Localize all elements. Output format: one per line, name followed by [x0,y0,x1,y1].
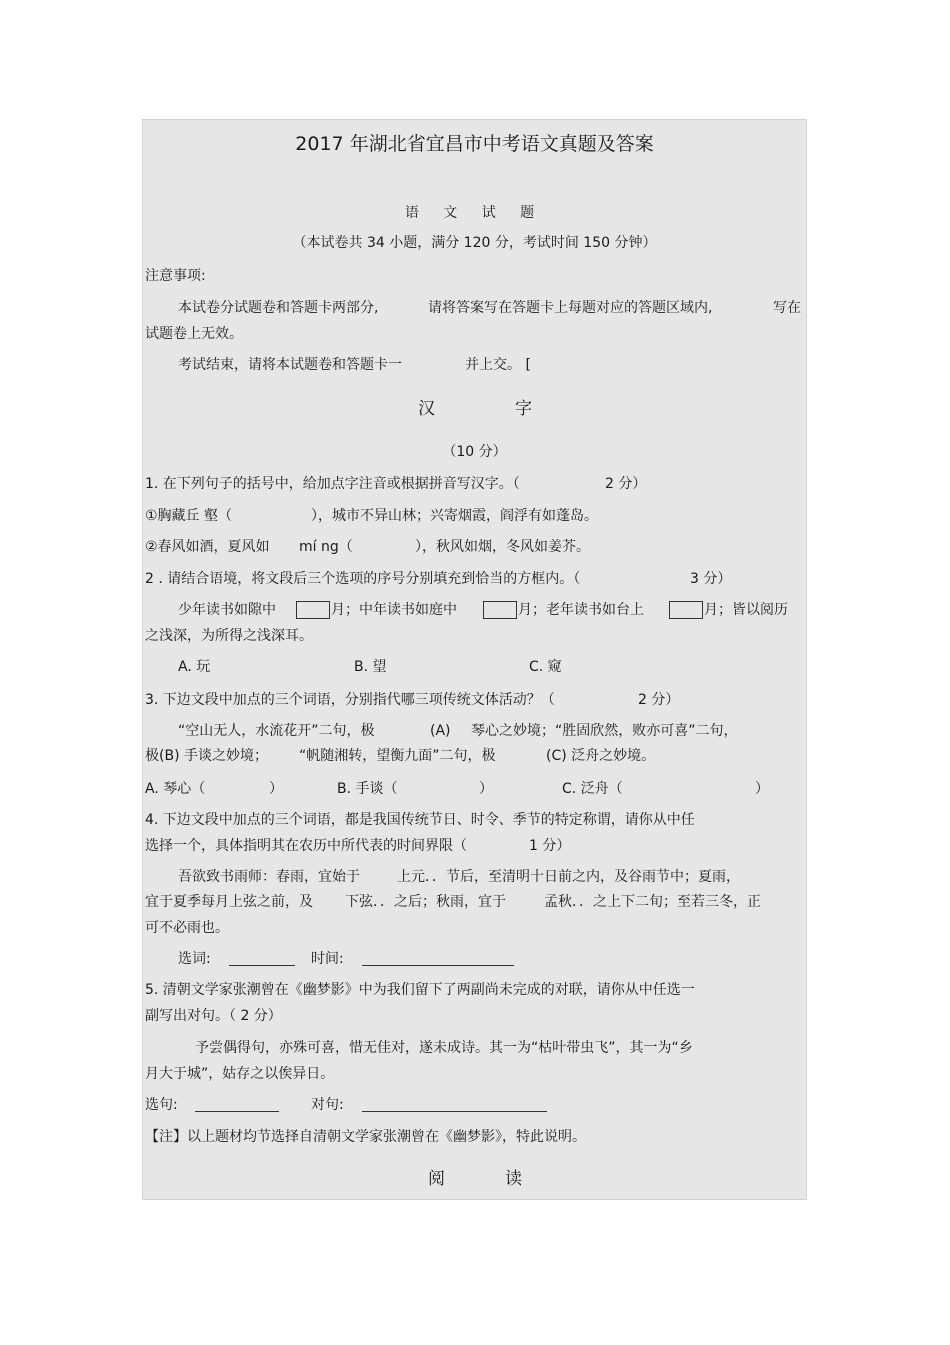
q1-sentence2-a: ②春风如酒，夏风如 [145,539,270,555]
final-note: 【注】以上题材均节选择自清朝文学家张潮曾在《幽梦影》，特此说明。 [145,1129,586,1145]
q3-answer-c-open: C. 泛舟（ [562,781,623,797]
q3-answer-a-open: A. 琴心（ [145,781,206,797]
exam-info: （本试卷共 34 小题，满分 120 分，考试时间 150 分钟） [292,235,657,251]
question-4-score: 1 分） [529,838,571,854]
question-2: 2 . 请结合语境，将文段后三个选项的序号分别填充到恰当的方框内。（ [145,571,581,587]
q3-answer-b-open: B. 手谈（ [337,781,398,797]
note1-c: 写在 [773,300,801,316]
q2-answer-box-2[interactable] [482,601,518,619]
q4-word-blank[interactable] [229,950,295,968]
section-heading-reading-1: 阅 [428,1169,445,1189]
q1-sentence1-a: ①胸藏丘 壑（ [145,508,233,524]
question-1: 1. 在下列句子的括号中，给加点字注音或根据拼音写汉字。（ [145,476,520,492]
q4-passage2-a: 宜于夏季每月上弦之前，及 [145,894,313,910]
q4-passage2-b: 下弦．．之后；秋雨，宜于 [345,894,506,910]
note2-a: 考试结束，请将本试题卷和答题卡一 [178,357,402,373]
q2-text-1: 少年读书如隙中 [178,602,276,618]
q1-sentence2-pinyin: mí ng（ [299,539,353,555]
q3-passage2-c: (C) 泛舟之妙境。 [546,748,656,764]
q3-passage2-b: “帆随湘转，望衡九面”二句，极 [299,748,496,764]
q1-sentence1-b: ），城市不异山林；兴寄烟霞，阎浮有如蓬岛。 [311,508,598,524]
q5-passage1: 予尝偶得句，亦殊可喜，惜无佳对，遂未成诗。其一为“枯叶带虫飞”，其一为“乡 [195,1040,693,1056]
q4-passage1-b: 上元．．节后，至清明十日前之内，及谷雨节中；夏雨， [397,869,740,885]
q1-sentence2-b: ），秋风如烟，冬风如姜芥。 [415,539,590,555]
q4-passage2-c: 孟秋．．之上下二旬；至若三冬，正 [544,894,761,910]
q5-passage2: 月大于城”，姑存之以俟异日。 [145,1066,335,1082]
q3-passage1-c: 琴心之妙境；“胜固欣然，败亦可喜”二句， [471,723,738,739]
q3-answer-a-close: ） [269,781,283,797]
q2-option-c: C. 窥 [529,659,562,675]
q3-answer-b-close: ） [479,781,493,797]
q4-time-blank[interactable] [362,950,514,968]
q4-passage1-a: 吾欲致书雨师：春雨，宜始于 [178,869,360,885]
note1-d: 试题卷上无效。 [145,326,243,342]
section-heading-hanzi-1: 汉 [418,399,435,419]
q2-text-2: 月；中年读书如庭中 [331,602,457,618]
section-heading-hanzi-2: 字 [515,399,532,419]
question-4-line2: 选择一个，具体指明其在农历中所代表的时间界限（ [145,838,467,854]
q2-answer-box-3[interactable] [668,601,704,619]
q5-select-label: 选句: [145,1097,178,1113]
question-5-line1: 5. 清朝文学家张潮曾在《幽梦影》中为我们留下了两副尚未完成的对联，请你从中任选一 [145,982,695,998]
question-1-score: 2 分） [605,476,647,492]
notes-label: 注意事项: [145,268,206,284]
q2-text-4: 月；皆以阅历 [704,602,788,618]
q2-text-3: 月；老年读书如台上 [518,602,644,618]
q4-passage3: 可不必雨也。 [145,920,229,936]
document-title: 2017 年湖北省宜昌市中考语文真题及答案 [295,133,654,155]
q3-passage2-a: 极(B) 手谈之妙境； [145,748,268,764]
q3-passage1-a: “空山无人，水流花开”二句，极 [178,723,375,739]
q3-passage1-b: (A) [430,723,451,739]
note1-a: 本试卷分试题卷和答题卡两部分, [178,300,379,316]
question-4-line1: 4. 下边文段中加点的三个词语，都是我国传统节日、时令、季节的特定称谓，请你从中任 [145,812,695,828]
document-page [142,119,807,1200]
q2-text-5: 之浅深，为所得之浅深耳。 [145,628,313,644]
note2-b: 并上交。 [ [465,357,531,373]
q5-pair-label: 对句: [311,1097,344,1113]
question-3-score: 2 分） [638,692,680,708]
section-heading-reading-2: 读 [505,1169,522,1189]
q2-option-a: A. 玩 [178,659,211,675]
q5-pair-blank[interactable] [362,1096,547,1114]
q2-answer-box-1[interactable] [295,601,331,619]
note1-b: 请将答案写在答题卡上每题对应的答题区域内, [428,300,713,316]
q4-word-label: 选词: [178,951,211,967]
question-2-score: 3 分） [690,571,732,587]
question-5-line2: 副写出对句。（ 2 分） [145,1008,282,1024]
section1-score: （10 分） [442,444,507,460]
q2-option-b: B. 望 [354,659,387,675]
question-3: 3. 下边文段中加点的三个词语，分别指代哪三项传统文体活动？（ [145,692,555,708]
q5-select-blank[interactable] [195,1096,279,1114]
exam-name: 语 文 试 题 [404,205,545,221]
q4-time-label: 时间: [311,951,344,967]
q3-answer-c-close: ） [755,781,769,797]
